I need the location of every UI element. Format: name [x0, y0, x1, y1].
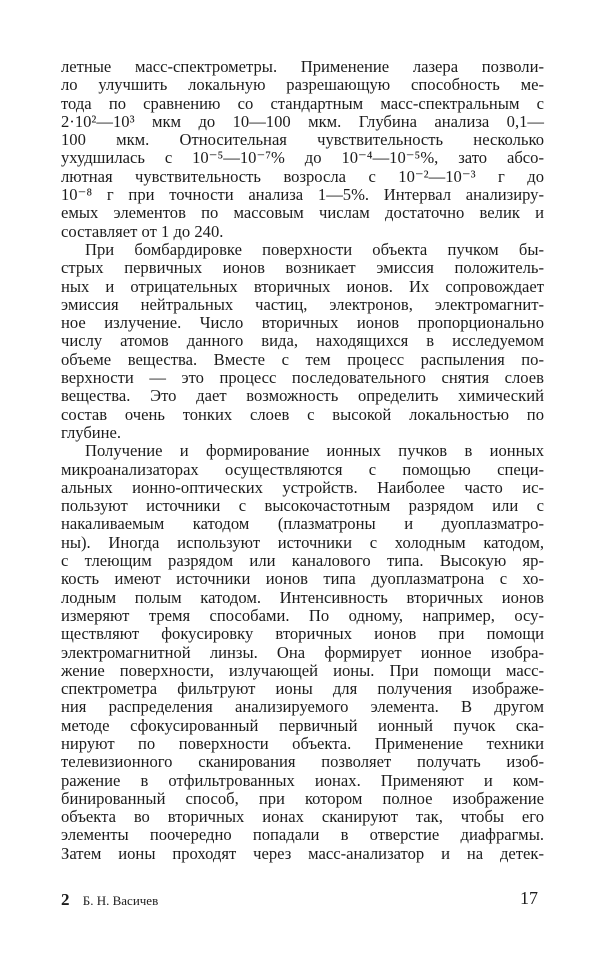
text-line: жение поверхности, излучающей ионы. При помощи масс-: [61, 660, 544, 680]
text-line: объеме вещества. Вместе с тем процесс распыления по-: [61, 349, 544, 369]
text-line: составляет от 1 до 240.: [61, 221, 224, 241]
text-line: Затем ионы проходят через масс-анализатор и на детек-: [61, 843, 544, 863]
page-number: 17: [520, 888, 538, 908]
text-line: спектрометра фильтруют ионы для получения изображе-: [61, 679, 544, 699]
text-line: измеряют тремя способами. По одному, например, осу-: [61, 605, 544, 625]
text-line: накаливаемым катодом (плазматроны и дуоплазматро-: [61, 514, 544, 534]
text-line: альных ионно-оптических устройств. Наиболее часто ис-: [61, 477, 544, 497]
text-line: тода по сравнению со стандартным масс-спектральным с: [61, 93, 544, 113]
printer-signature: [61, 890, 158, 910]
text-line: пользуют источники с высокочастотным разрядом или с: [61, 496, 544, 516]
text-line: 2·10²—10³ мкм до 10—100 мкм. Глубина анализа 0,1—: [61, 111, 544, 131]
text-line: емых элементов по массовым числам достаточно велик и: [61, 203, 544, 223]
text-line: летные масс-спектрометры. Применение лазера позволи-: [61, 57, 544, 76]
text-line: электромагнитной линзы. Она формирует ионное изобра-: [61, 642, 544, 662]
text-line: ния распределения анализируемого элемента. В другом: [61, 697, 544, 717]
text-line: телевизионного сканирования позволяет получать изоб-: [61, 752, 544, 772]
text-line: 100 мкм. Относительная чувствительность несколько: [61, 130, 544, 150]
text-line: ное излучение. Число вторичных ионов пропорционально: [61, 313, 544, 333]
paragraph: [61, 241, 544, 442]
text-line: состав очень тонких слоев с высокой локальностью по: [61, 404, 544, 424]
text-line: стрых первичных ионов возникает эмиссия положитель-: [61, 258, 544, 278]
signature-number: 2: [61, 890, 70, 909]
text-line: микроанализаторах осуществляются с помощью специ-: [61, 459, 544, 479]
signature-author: Б. Н. Васичев: [82, 893, 159, 908]
text-line: эмиссия нейтральных частиц, электронов, электромагнит-: [61, 294, 544, 314]
text-line: глубине.: [61, 422, 122, 442]
text-line: нируют по поверхности объекта. Применение техники: [61, 733, 544, 753]
paragraph: [61, 442, 544, 863]
text-line: ных и отрицательных вторичных ионов. Их сопровождает: [61, 276, 544, 296]
text-line: ражение в отфильтрованных ионах. Применяют и ком-: [61, 770, 544, 790]
text-line: лютная чувствительность возросла с 10⁻²—10⁻³ г до: [61, 166, 544, 186]
text-line: числу атомов данного вида, находящихся в исследуемом: [61, 331, 544, 351]
text-line: верхности — это процесс последовательного снятия слоев: [61, 368, 544, 388]
text-line: ухудшилась с 10⁻⁵—10⁻⁷% до 10⁻⁴—10⁻⁵%, зато абсо-: [61, 148, 544, 168]
text-line: При бомбардировке поверхности объекта пучком бы-: [85, 239, 544, 259]
text-line: объекта во вторичных ионах сканируют так, чтобы его: [61, 807, 544, 827]
paragraph: [61, 58, 544, 241]
text-line: вещества. Это дает возможность определить химический: [61, 386, 544, 406]
page-footer: [61, 888, 544, 912]
text-line: лодным полым катодом. Интенсивность вторичных ионов: [61, 587, 544, 607]
text-line: элементы поочередно попадали в отверстие диафрагмы.: [61, 825, 544, 845]
body-text: [61, 58, 544, 863]
text-line: методе сфокусированный первичный ионный пучок ска-: [61, 715, 544, 735]
text-line: ны). Иногда используют источники с холодным катодом,: [61, 532, 544, 552]
text-line: ществляют фокусировку вторичных ионов при помощи: [61, 624, 544, 644]
text-line: Получение и формирование ионных пучков в ионных: [85, 441, 544, 461]
text-line: ло улучшить локальную разрешающую способность ме-: [61, 75, 544, 95]
text-line: бинированный способ, при котором полное изображение: [61, 788, 544, 808]
text-line: кость имеют источники ионов типа дуоплазматрона с хо-: [61, 569, 544, 589]
text-line: с тлеющим разрядом или каналового типа. Высокую яр-: [61, 551, 544, 571]
text-line: 10⁻⁸ г при точности анализа 1—5%. Интервал анализиру-: [61, 185, 544, 205]
